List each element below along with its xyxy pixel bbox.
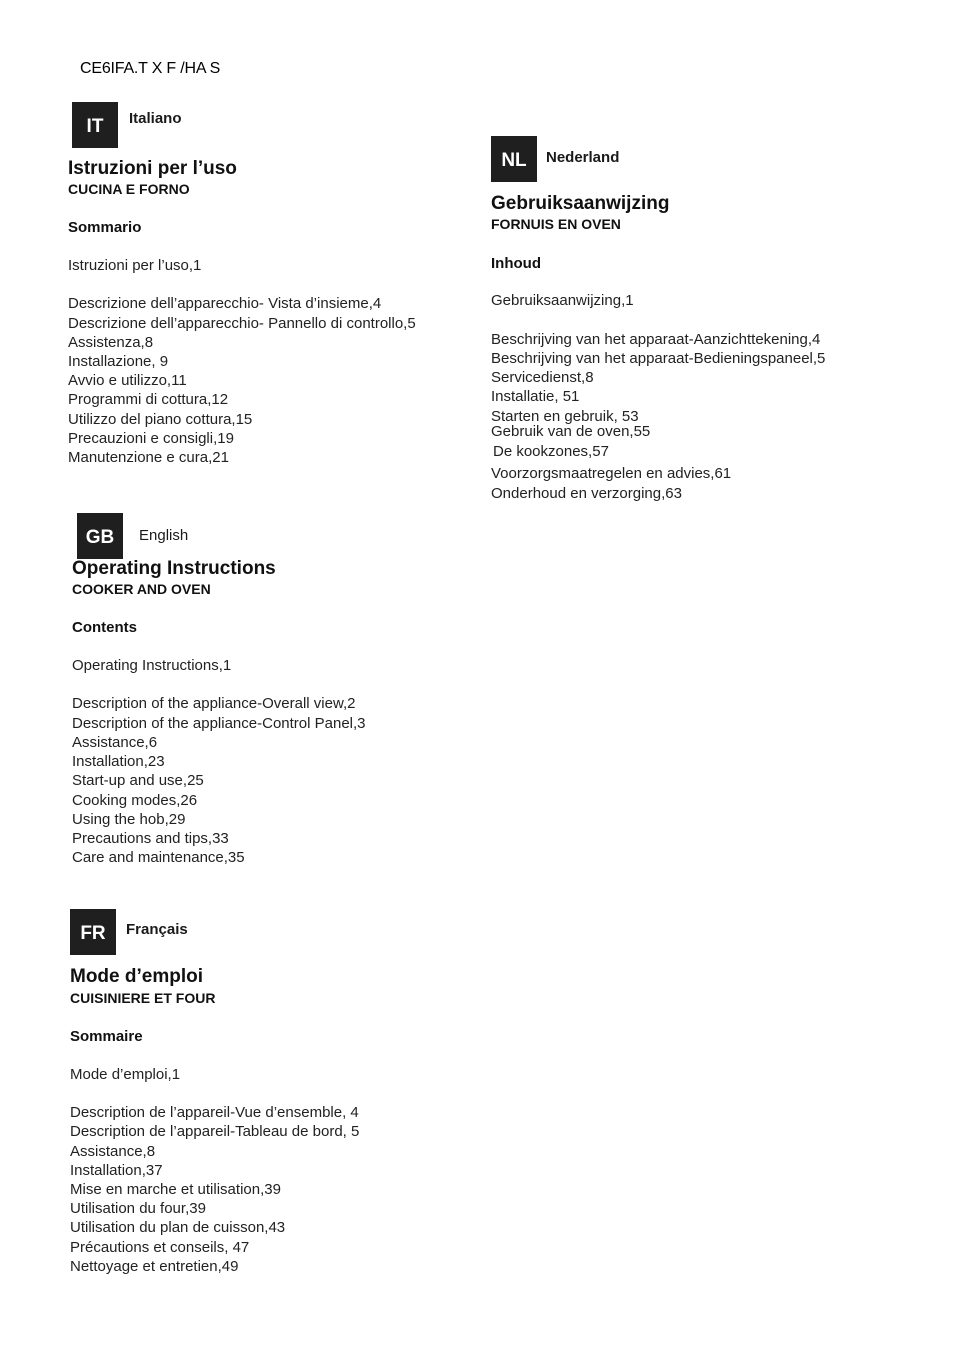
toc-entry-fr: Mise en marche et utilisation,39 bbox=[70, 1181, 281, 1198]
manual-subtitle-it: CUCINA E FORNO bbox=[68, 181, 190, 197]
toc-entry-it: Manutenzione e cura,21 bbox=[68, 449, 229, 466]
language-badge-fr: FR bbox=[70, 909, 116, 955]
toc-entry-fr-intro: Mode d’emploi,1 bbox=[70, 1066, 181, 1083]
toc-entry-gb: Care and maintenance,35 bbox=[72, 849, 245, 866]
toc-entry-it: Descrizione dell’apparecchio- Pannello di controllo,5 bbox=[68, 315, 416, 332]
toc-entry-nl: Gebruik van de oven,55 bbox=[491, 423, 651, 440]
toc-entry-fr: Description de l’appareil-Tableau de bord, 5 bbox=[70, 1123, 360, 1140]
toc-entry-nl-intro: Gebruiksaanwijzing,1 bbox=[491, 292, 634, 309]
toc-entry-gb: Using the hob,29 bbox=[72, 811, 186, 828]
manual-title-fr: Mode d’emploi bbox=[70, 966, 203, 987]
toc-entry-fr: Précautions et conseils, 47 bbox=[70, 1239, 250, 1256]
contents-label-nl: Inhoud bbox=[491, 255, 541, 272]
toc-entry-it: Utilizzo del piano cottura,15 bbox=[68, 411, 253, 428]
toc-entry-fr: Utilisation du four,39 bbox=[70, 1200, 206, 1217]
toc-entry-gb: Start-up and use,25 bbox=[72, 772, 204, 789]
toc-entry-nl: Starten en gebruik, 53 bbox=[491, 408, 639, 425]
language-badge-it: IT bbox=[72, 102, 118, 148]
toc-entry-it: Avvio e utilizzo,11 bbox=[68, 372, 187, 389]
contents-label-gb: Contents bbox=[72, 619, 137, 636]
toc-entry-nl: De kookzones,57 bbox=[493, 443, 609, 460]
toc-entry-fr: Installation,37 bbox=[70, 1162, 163, 1179]
manual-subtitle-nl: FORNUIS EN OVEN bbox=[491, 216, 621, 232]
toc-entry-it: Descrizione dell’apparecchio- Vista d’insieme,4 bbox=[68, 295, 382, 312]
toc-entry-it-intro: Istruzioni per l’uso,1 bbox=[68, 257, 202, 274]
toc-entry-gb: Description of the appliance-Control Panel,3 bbox=[72, 715, 366, 732]
toc-entry-it: Programmi di cottura,12 bbox=[68, 391, 229, 408]
language-name-it: Italiano bbox=[129, 110, 182, 127]
toc-entry-gb: Precautions and tips,33 bbox=[72, 830, 229, 847]
toc-entry-gb: Description of the appliance-Overall view,2 bbox=[72, 695, 356, 712]
toc-entry-nl: Onderhoud en verzorging,63 bbox=[491, 485, 682, 502]
manual-title-gb: Operating Instructions bbox=[72, 558, 276, 579]
contents-label-it: Sommario bbox=[68, 219, 142, 236]
contents-label-fr: Sommaire bbox=[70, 1028, 143, 1045]
toc-entry-gb: Assistance,6 bbox=[72, 734, 158, 751]
manual-subtitle-gb: COOKER AND OVEN bbox=[72, 581, 211, 597]
language-badge-gb: GB bbox=[77, 513, 123, 559]
language-name-fr: Français bbox=[126, 921, 188, 938]
manual-subtitle-fr: CUISINIERE ET FOUR bbox=[70, 990, 216, 1006]
language-name-gb: English bbox=[139, 527, 189, 544]
toc-entry-gb: Cooking modes,26 bbox=[72, 792, 198, 809]
toc-entry-fr: Utilisation du plan de cuisson,43 bbox=[70, 1219, 286, 1236]
toc-entry-gb-intro: Operating Instructions,1 bbox=[72, 657, 232, 674]
toc-entry-nl: Voorzorgsmaatregelen en advies,61 bbox=[491, 465, 732, 482]
toc-entry-nl: Installatie, 51 bbox=[491, 388, 580, 405]
toc-entry-nl: Servicedienst,8 bbox=[491, 369, 594, 386]
language-name-nl: Nederland bbox=[546, 149, 620, 166]
model-number: CE6IFA.T X F /HA S bbox=[80, 60, 221, 77]
manual-title-it: Istruzioni per l’uso bbox=[68, 158, 237, 179]
toc-entry-it: Installazione, 9 bbox=[68, 353, 169, 370]
toc-entry-nl: Beschrijving van het apparaat-Aanzichttekening,4 bbox=[491, 331, 821, 348]
manual-title-nl: Gebruiksaanwijzing bbox=[491, 193, 670, 214]
toc-entry-it: Assistenza,8 bbox=[68, 334, 154, 351]
toc-entry-fr: Assistance,8 bbox=[70, 1143, 156, 1160]
language-badge-nl: NL bbox=[491, 136, 537, 182]
toc-entry-it: Precauzioni e consigli,19 bbox=[68, 430, 234, 447]
toc-entry-fr: Nettoyage et entretien,49 bbox=[70, 1258, 239, 1275]
toc-entry-nl: Beschrijving van het apparaat-Bedieningspaneel,5 bbox=[491, 350, 826, 367]
toc-entry-fr: Description de l’appareil-Vue d’ensemble, 4 bbox=[70, 1104, 359, 1121]
toc-entry-gb: Installation,23 bbox=[72, 753, 165, 770]
